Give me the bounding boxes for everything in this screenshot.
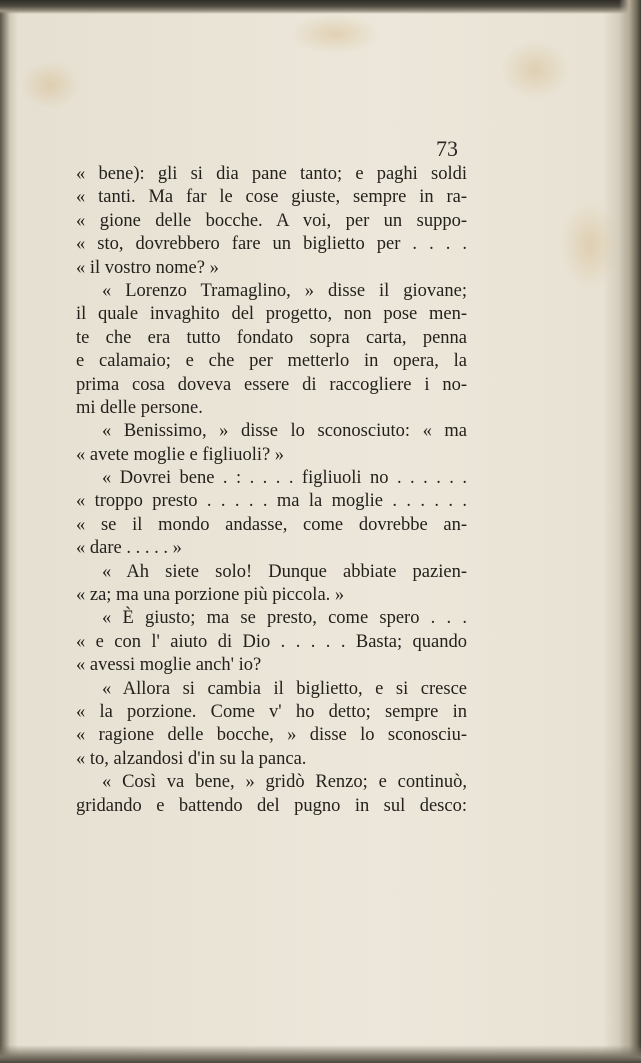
text-line: « Dovrei bene . : . . . . figliuoli no . . . . . . (102, 468, 467, 489)
text-line: e calamaio; e che per metterlo in opera, la (76, 351, 467, 372)
text-line: « se il mondo andasse, come dovrebbe an- (76, 514, 467, 535)
text-line: « gione delle bocche. A voi, per un suppo- (76, 210, 467, 231)
foxing-stain (20, 60, 80, 110)
text-line: « bene): gli si dia pane tanto; e paghi soldi (76, 164, 467, 184)
page-number: 73 (436, 136, 458, 161)
text-line: « Lorenzo Tramaglino, » disse il giovane; (102, 280, 467, 301)
body-text (76, 163, 467, 818)
text-line: « dare . . . . . » (76, 538, 182, 559)
text-line: gridando e battendo del pugno in sul desco: (76, 795, 467, 816)
text-line: « il vostro nome? » (76, 257, 219, 278)
page-right-edge (619, 0, 641, 1063)
text-line: « Ah siete solo! Dunque abbiate pazien- (102, 561, 467, 582)
text-line: « sto, dovrebbero fare un biglietto per . . . . (76, 234, 467, 255)
text-line: « Allora si cambia il biglietto, e si cresce (102, 678, 467, 699)
text-line: « za; ma una porzione più piccola. » (76, 585, 345, 606)
foxing-stain (500, 40, 570, 100)
text-line: « la porzione. Come v' ho detto; sempre in (76, 701, 467, 722)
text-line: « Così va bene, » gridò Renzo; e continuò, (102, 772, 467, 793)
foxing-stain (560, 200, 620, 290)
text-line: il quale invaghito del progetto, non pose men- (76, 304, 467, 325)
text-line: « to, alzandosi d'in su la panca. (76, 748, 307, 769)
text-line: « ragione delle bocche, » disse lo sconosciu- (76, 725, 467, 746)
text-line: « avete moglie e figliuoli? » (76, 444, 285, 465)
text-line: mi delle persone. (76, 397, 203, 418)
text-line: prima cosa doveva essere di raccogliere i no- (76, 374, 467, 395)
text-line: « e con l' aiuto di Dio . . . . . Basta; quando (76, 631, 467, 652)
text-line: « tanti. Ma far le cose giuste, sempre in ra- (76, 187, 467, 208)
page-bottom-edge (0, 1045, 641, 1063)
text-line: « avessi moglie anch' io? (76, 655, 262, 676)
text-line: « È giusto; ma se presto, come spero . . . (102, 608, 467, 629)
page-top-shadow (0, 0, 641, 14)
text-line: « Benissimo, » disse lo sconosciuto: « ma (102, 421, 467, 442)
text-line: te che era tutto fondato sopra carta, penna (76, 327, 467, 348)
text-line: « troppo presto . . . . . ma la moglie . . . . . . (76, 491, 467, 512)
foxing-stain (290, 14, 380, 54)
